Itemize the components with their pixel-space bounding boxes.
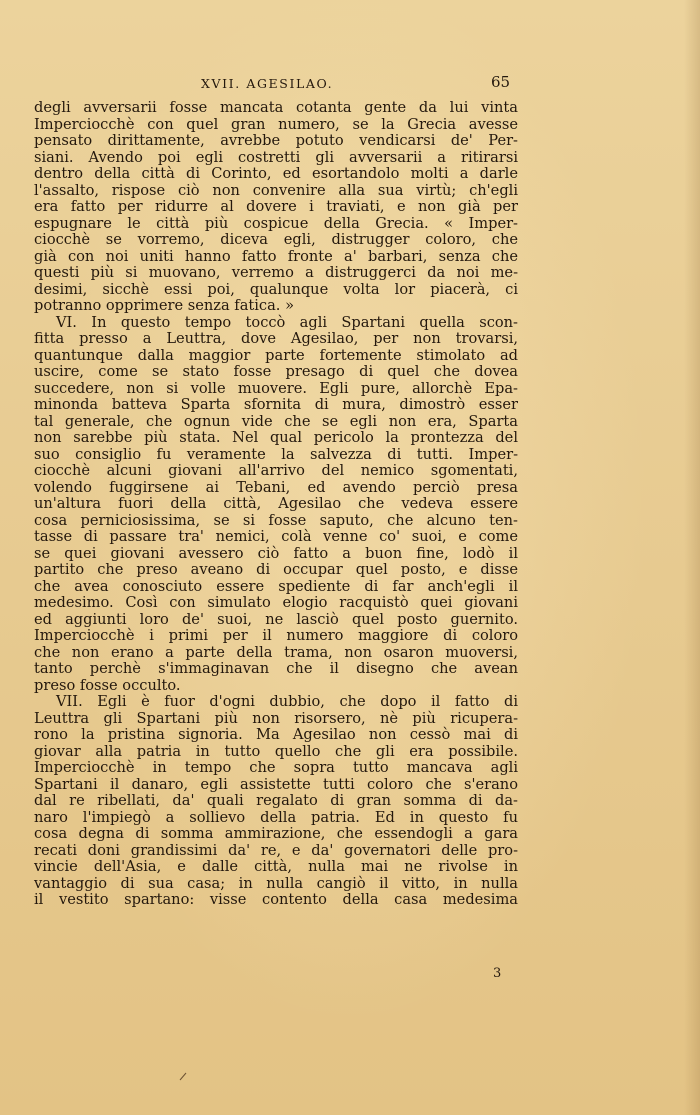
text-line: giovar alla patria in tutto quello che gli era possibile. (34, 742, 518, 760)
text-line: partito che preso aveano di occupar quel posto, e disse (34, 561, 518, 578)
text-line: Imperciocchè in tempo che sopra tutto mancava agli (34, 759, 518, 776)
text-line: siani. Avendo poi egli costretti gli avversarii a ritirarsi (34, 148, 518, 166)
text-line: ed aggiunti loro de' suoi, ne lasciò quel posto guernito. (34, 610, 518, 628)
text-line: questi più si muovano, verremo a distruggerci da noi me- (34, 264, 518, 281)
text-line: vantaggio di sua casa; in nulla cangiò il vitto, in nulla (34, 874, 518, 892)
text-line: espugnare le città più cospicue della Grecia. « Imper- (34, 214, 518, 232)
text-line: Spartani il danaro, egli assistette tutti coloro che s'erano (34, 775, 518, 793)
text-line: dentro della città di Corinto, ed esortandolo molti a darle (34, 165, 518, 182)
text-line: se quei giovani avessero ciò fatto a buon fine, lodò il (34, 544, 518, 562)
text-line: rono la pristina signoria. Ma Agesilao non cessò mai di (34, 726, 518, 743)
text-line: preso fosse occulto. (34, 676, 181, 694)
stray-pencil-mark-icon (178, 1070, 190, 1082)
signature-mark: 3 (493, 966, 502, 981)
section-start-line: VI. In questo tempo toccò agli Spartani quella scon- (56, 313, 518, 331)
text-line: già con noi uniti hanno fatto fronte a' barbari, senza che (34, 247, 518, 265)
text-line: uscire, come se stato fosse presago di quel che dovea (34, 363, 518, 380)
text-line: non sarebbe più stata. Nel qual pericolo la prontezza del (34, 429, 518, 446)
text-line: l'assalto, rispose ciò non convenire alla sua virtù; ch'egli (34, 181, 518, 199)
text-line: succedere, non si volle muovere. Egli pure, allorchè Epa- (34, 379, 518, 397)
text-line: che non erano a parte della trama, non osaron muoversi, (34, 643, 518, 661)
text-line: Imperciocchè con quel gran numero, se la Grecia avesse (34, 115, 518, 133)
text-line: era fatto per ridurre al dovere i traviati, e non già per (34, 198, 518, 215)
text-line: ciocchè alcuni giovani all'arrivo del nemico sgomentati, (34, 462, 518, 479)
text-line: degli avversarii fosse mancata cotanta gente da lui vinta (34, 99, 518, 116)
text-line: suo consiglio fu veramente la salvezza di tutti. Imper- (34, 445, 518, 463)
text-line: cosa perniciosissima, se si fosse saputo, che alcuno ten- (34, 511, 518, 529)
text-line: il vestito spartano: visse contento della casa medesima (34, 891, 518, 908)
text-line: ciocchè se vorremo, diceva egli, distrugger coloro, che (34, 231, 518, 248)
text-line: cosa degna di somma ammirazione, che essendogli a gara (34, 825, 518, 842)
text-line: naro l'impiegò a sollievo della patria. Ed in questo fu (34, 808, 518, 826)
text-line: dal re ribellati, da' quali regalato di gran somma di da- (34, 792, 518, 809)
text-line: minonda batteva Sparta sfornita di mura, dimostrò esser (34, 396, 518, 413)
running-head (36, 73, 516, 96)
text-line: medesimo. Così con simulato elogio racquistò quei giovani (34, 594, 518, 611)
page-number: 65 (491, 73, 511, 91)
running-title: XVII. AGESILAO. (201, 76, 334, 91)
body-text (34, 100, 518, 909)
text-line: vincie dell'Asia, e dalle città, nulla mai ne rivolse in (34, 858, 518, 875)
text-line: volendo fuggirsene ai Tebani, ed avendo perciò presa (34, 478, 518, 496)
text-line: tal generale, che ognun vide che se egli non era, Sparta (34, 412, 518, 430)
text-line: quantunque dalla maggior parte fortemente stimolato ad (34, 346, 518, 364)
section-start-line: VII. Egli è fuor d'ogni dubbio, che dopo il fatto di (56, 693, 518, 710)
text-line: potranno opprimere senza fatica. » (34, 297, 295, 314)
text-line: Leuttra gli Spartani più non risorsero, nè più ricupera- (34, 709, 518, 727)
text-line: Imperciocchè i primi per il numero maggiore di coloro (34, 627, 518, 644)
text-line: pensato dirittamente, avrebbe potuto vendicarsi de' Per- (34, 132, 518, 149)
text-line: un'altura fuori della città, Agesilao che vedeva essere (34, 495, 518, 512)
text-line: fitta presso a Leuttra, dove Agesilao, per non trovarsi, (34, 330, 518, 347)
text-line: recati doni grandissimi da' re, e da' governatori delle pro- (34, 841, 518, 859)
text-line: desimi, sicchè essi poi, qualunque volta lor piacerà, ci (34, 280, 518, 298)
text-line: che avea conosciuto essere spediente di far anch'egli il (34, 577, 518, 595)
text-line: tasse di passare tra' nemici, colà venne co' suoi, e come (34, 528, 518, 545)
text-line: tanto perchè s'immaginavan che il disegno che avean (34, 660, 518, 677)
